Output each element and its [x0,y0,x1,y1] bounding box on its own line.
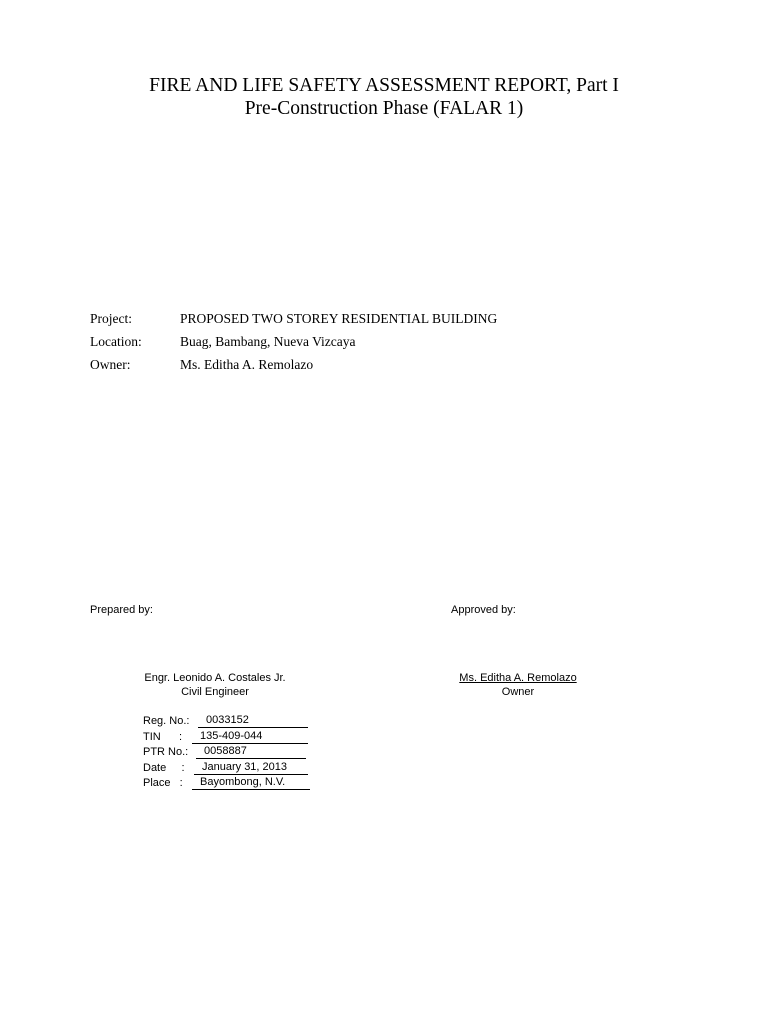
project-value: PROPOSED TWO STOREY RESIDENTIAL BUILDING [180,311,498,326]
owner-label: Owner: [90,357,131,372]
title-line-1: FIRE AND LIFE SAFETY ASSESSMENT REPORT, Part I [149,75,619,96]
preparer-title: Civil Engineer [181,686,249,698]
tin-label: TIN : [143,730,183,743]
prepared-by-label: Prepared by: [90,604,153,616]
project-row [90,310,690,333]
location-label: Location: [90,334,142,349]
ptr-no-value: 0058887 [196,745,306,759]
project-label: Project: [90,311,132,326]
approver-signature-block [418,671,618,699]
preparer-name: Engr. Leonido A. Costales Jr. [144,672,286,684]
owner-value: Ms. Editha A. Remolazo [180,357,314,372]
place-value: Bayombong, N.V. [192,776,310,790]
place-row [143,776,286,792]
reg-no-value: 0033152 [198,714,308,728]
location-row [90,333,690,356]
preparer-signature-block [115,671,315,699]
reg-no-label: Reg. No.: [143,715,190,727]
ptr-no-row [143,745,247,761]
project-info [90,310,690,379]
ptr-no-label: PTR No.: [143,746,189,758]
approver-name: Ms. Editha A. Remolazo [459,672,577,684]
date-label: Date : [143,761,185,774]
reg-no-row [143,714,249,730]
owner-row [90,356,690,379]
tin-value: 135-409-044 [192,730,308,744]
location-value: Buag, Bambang, Nueva Vizcaya [180,334,356,349]
approver-title: Owner [501,686,535,698]
place-label: Place : [143,777,183,789]
tin-row [143,729,263,746]
title-line-2: Pre-Construction Phase (FALAR 1) [244,98,524,119]
engineer-details [143,714,288,792]
approved-by-label: Approved by: [451,604,516,616]
date-row [143,760,288,777]
date-value: January 31, 2013 [194,761,308,775]
report-title [0,74,768,120]
